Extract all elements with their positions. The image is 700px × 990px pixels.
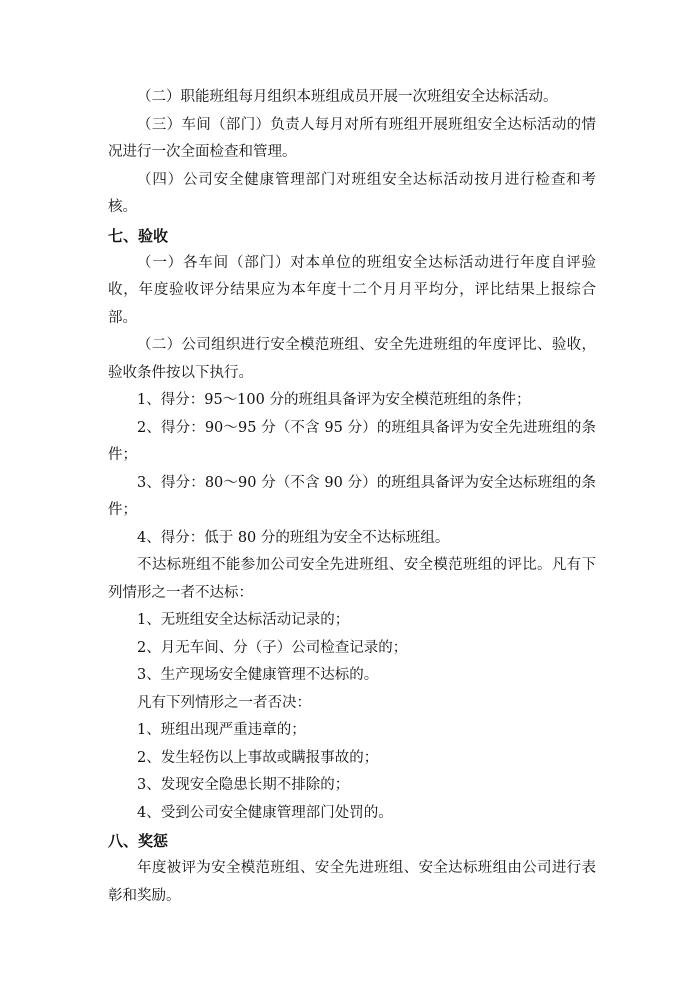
- list-item: 4、受到公司安全健康管理部门处罚的。: [137, 804, 393, 821]
- section-heading: 八、奖惩: [108, 832, 169, 850]
- list-item: 3、发现安全隐患长期不排除的；: [137, 777, 350, 793]
- section-heading: 七、验收: [108, 226, 169, 245]
- paragraph: （二）公司组织进行安全模范班组、安全先进班组的年度评比、验收，验收条件按以下执行。: [108, 337, 596, 381]
- list-item: 1、得分：95～100 分的班组具备评为安全模范班组的条件；: [137, 392, 531, 408]
- paragraph: （二）职能班组每月组织本班组成员开展一次班组安全达标活动。: [137, 89, 558, 105]
- paragraph: （一）各车间（部门）对本单位的班组安全达标活动进行年度自评验收，年度验收评分结果应为本年度十二个月月平均分，评比结果上报综合部。: [108, 254, 596, 326]
- list-item: 2、月无车间、分（子）公司检查记录的；: [137, 639, 408, 656]
- list-item: 4、得分：低于 80 分的班组为安全不达标班组。: [137, 529, 450, 546]
- paragraph: 不达标班组不能参加公司安全先进班组、安全模范班组的评比。凡有下列情形之一者不达标：: [108, 557, 596, 601]
- paragraph: （三）车间（部门）负责人每月对所有班组开展班组安全达标活动的情况进行一次全面检查和管理。: [108, 116, 596, 160]
- list-item: 1、无班组安全达标活动记录的；: [137, 612, 350, 628]
- paragraph: （四）公司安全健康管理部门对班组安全达标活动按月进行检查和考核。: [108, 171, 596, 215]
- paragraph: 凡有下列情形之一者否决：: [137, 694, 311, 711]
- list-item: 3、生产现场安全健康管理不达标的。: [137, 667, 379, 683]
- list-item: 2、发生轻伤以上事故或瞒报事故的；: [137, 749, 379, 766]
- paragraph: 年度被评为安全模范班组、安全先进班组、安全达标班组由公司进行表彰和奖励。: [108, 860, 596, 904]
- list-item: 2、得分：90～95 分（不含 95 分）的班组具备评为安全先进班组的条件；: [108, 419, 596, 463]
- document-body: [108, 84, 596, 910]
- list-item: 1、班组出现严重违章的；: [137, 722, 306, 738]
- list-item: 3、得分：80～90 分（不含 90 分）的班组具备评为安全达标班组的条件；: [108, 474, 596, 518]
